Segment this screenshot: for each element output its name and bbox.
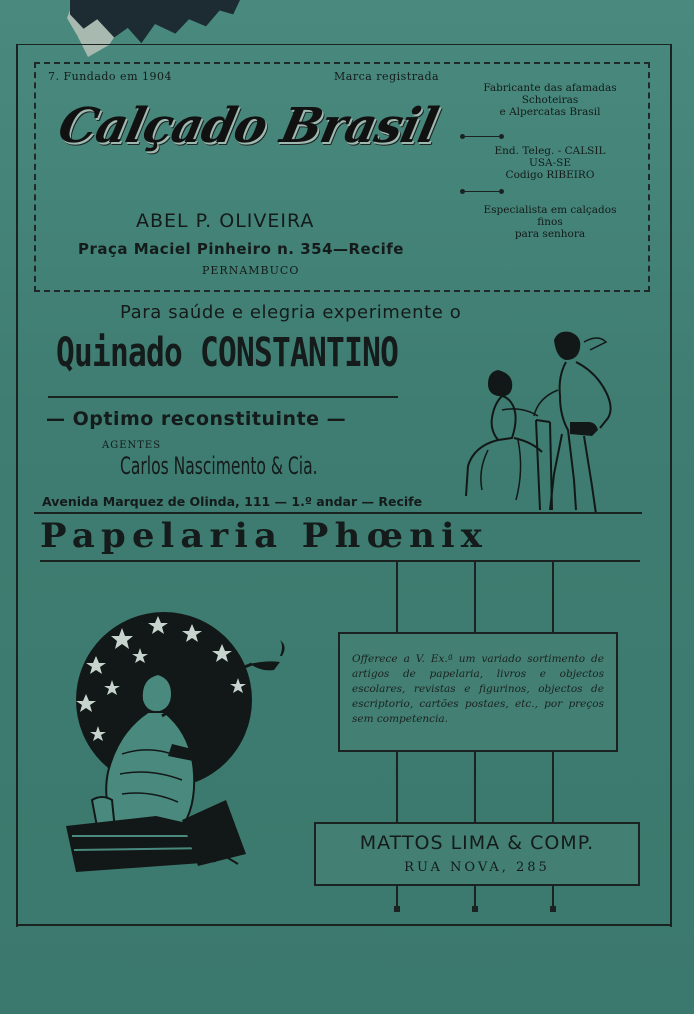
ornament-divider (462, 191, 502, 192)
owner-name: ABEL P. OLIVEIRA (136, 210, 315, 232)
tonic-subtitle: — Optimo reconstituinte — (46, 408, 347, 430)
side-column (462, 82, 638, 240)
store-address: Praça Maciel Pinheiro n. 354—Recife (78, 240, 404, 258)
stationery-title: Papelaria Phœnix (40, 516, 489, 556)
dancing-couple-illustration (458, 330, 648, 515)
telegraph-line: End. Teleg. - CALSIL (494, 145, 606, 157)
ornament-divider (462, 136, 502, 137)
firm-box (314, 822, 640, 886)
ad-divider (34, 512, 642, 514)
side-line: e Alpercatas Brasil (499, 106, 601, 118)
specialty-line: Especialista em calçados (483, 204, 617, 216)
offer-text: Offerece a V. Ex.ª um variado sortimento de artigos de papelaria, livros e objectos escolares, revistas e figurinos, objectos de escriptorio, cartões postaes, etc., por preços sem competencia. (352, 653, 604, 725)
specialty-line: finos (537, 216, 563, 228)
specialty-line: para senhora (514, 228, 586, 240)
agents-label: AGENTES (102, 440, 162, 451)
agent-address: Avenida Marquez de Olinda, 111 — 1.º andar — Recife (42, 494, 423, 509)
offer-box (338, 632, 618, 752)
tonic-product-name: Quinado CONSTANTINO (56, 330, 399, 376)
firm-address: RUA NOVA, 285 (404, 860, 550, 875)
trademark-note: Marca registrada (334, 70, 440, 83)
agent-name: Carlos Nascimento & Cia. (120, 452, 318, 480)
telegraph-line: USA-SE (528, 157, 572, 169)
title-underline (40, 560, 640, 562)
side-line: Schoteiras (521, 94, 579, 106)
bottom-rule (16, 924, 670, 926)
product-underline (48, 396, 398, 398)
muse-with-lamp-illustration (62, 604, 302, 888)
side-line: Fabricante das afamadas (483, 82, 617, 94)
brand-logo: Calçado Brasil (53, 98, 443, 154)
store-state: PERNAMBUCO (202, 264, 300, 277)
tonic-tagline: Para saúde e elegria experimente o (120, 302, 462, 323)
telegraph-line: Codigo RIBEIRO (505, 169, 595, 181)
shoe-store-ad (34, 62, 650, 292)
firm-name: MATTOS LIMA & COMP. (359, 832, 595, 854)
founded-note: 7. Fundado em 1904 (48, 70, 172, 83)
